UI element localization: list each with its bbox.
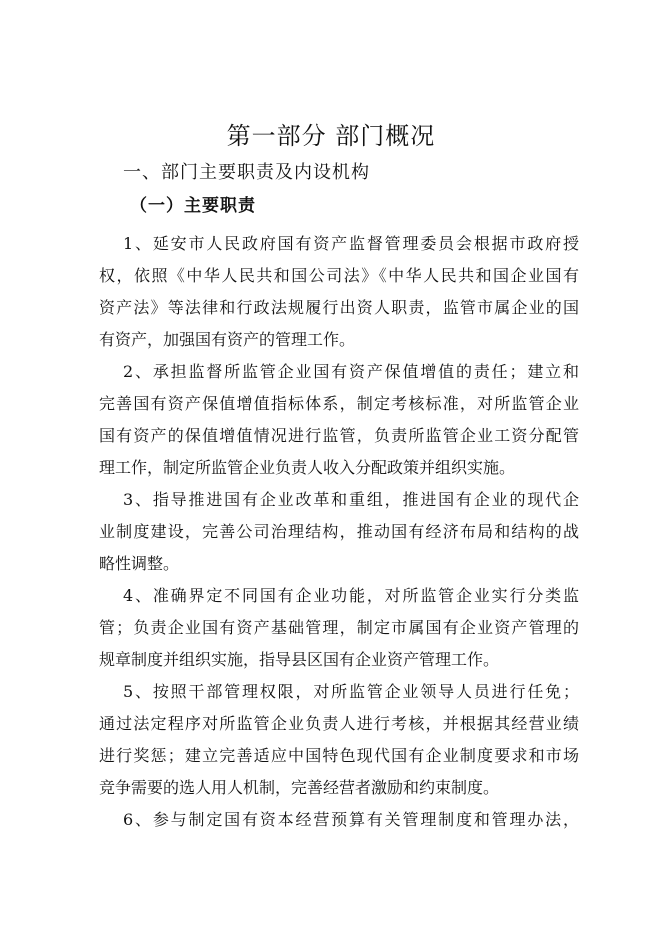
paragraph-line: 6、参与制定国有资本经营预算有关管理制度和管理办法， bbox=[123, 810, 579, 829]
paragraph-line: 权，依照《中华人民共和国公司法》《中华人民共和国企业国有 bbox=[99, 266, 579, 285]
paragraph-line: 国有资产的保值增值情况进行监管，负责所监管企业工资分配管 bbox=[99, 426, 579, 445]
paragraph-line: 竞争需要的选人用人机制，完善经营者激励和约束制度。 bbox=[99, 778, 500, 797]
paragraph-line: 2、承担监督所监管企业国有资产保值增值的责任；建立和 bbox=[123, 362, 579, 381]
subsection-heading: （一）主要职责 bbox=[130, 196, 256, 216]
document-body bbox=[99, 228, 579, 836]
paragraph-line: 规章制度并组织实施，指导县区国有企业资产管理工作。 bbox=[99, 650, 500, 669]
paragraph bbox=[99, 676, 579, 804]
paragraph-line: 理工作，制定所监管企业负责人收入分配政策并组织实施。 bbox=[99, 458, 516, 477]
paragraph-line: 略性调整。 bbox=[99, 554, 180, 573]
paragraph-line: 3、指导推进国有企业改革和重组，推进国有企业的现代企 bbox=[123, 490, 579, 509]
paragraph-line: 完善国有资产保值增值指标体系，制定考核标准，对所监管企业 bbox=[99, 394, 579, 413]
paragraph-line: 通过法定程序对所监管企业负责人进行考核，并根据其经营业绩 bbox=[99, 714, 579, 733]
paragraph-line: 业制度建设，完善公司治理结构，推动国有经济布局和结构的战 bbox=[99, 522, 579, 541]
paragraph-line: 1、延安市人民政府国有资产监督管理委员会根据市政府授 bbox=[123, 234, 579, 253]
paragraph bbox=[99, 580, 579, 676]
paragraph bbox=[99, 484, 579, 580]
page-title: 第一部分 部门概况 bbox=[226, 122, 436, 150]
paragraph-line: 4、准确界定不同国有企业功能，对所监管企业实行分类监 bbox=[123, 586, 579, 605]
paragraph-line: 资产法》等法律和行政法规履行出资人职责，监管市属企业的国 bbox=[99, 298, 579, 317]
paragraph bbox=[99, 804, 579, 836]
paragraph-line: 5、按照干部管理权限，对所监管企业领导人员进行任免； bbox=[123, 682, 579, 701]
paragraph bbox=[99, 228, 579, 356]
paragraph-line: 管；负责企业国有资产基础管理，制定市属国有企业资产管理的 bbox=[99, 618, 579, 637]
paragraph bbox=[99, 356, 579, 484]
paragraph-line: 进行奖惩；建立完善适应中国特色现代国有企业制度要求和市场 bbox=[99, 746, 579, 765]
paragraph-line: 有资产，加强国有资产的管理工作。 bbox=[99, 330, 356, 349]
section-heading: 一、部门主要职责及内设机构 bbox=[123, 162, 370, 183]
